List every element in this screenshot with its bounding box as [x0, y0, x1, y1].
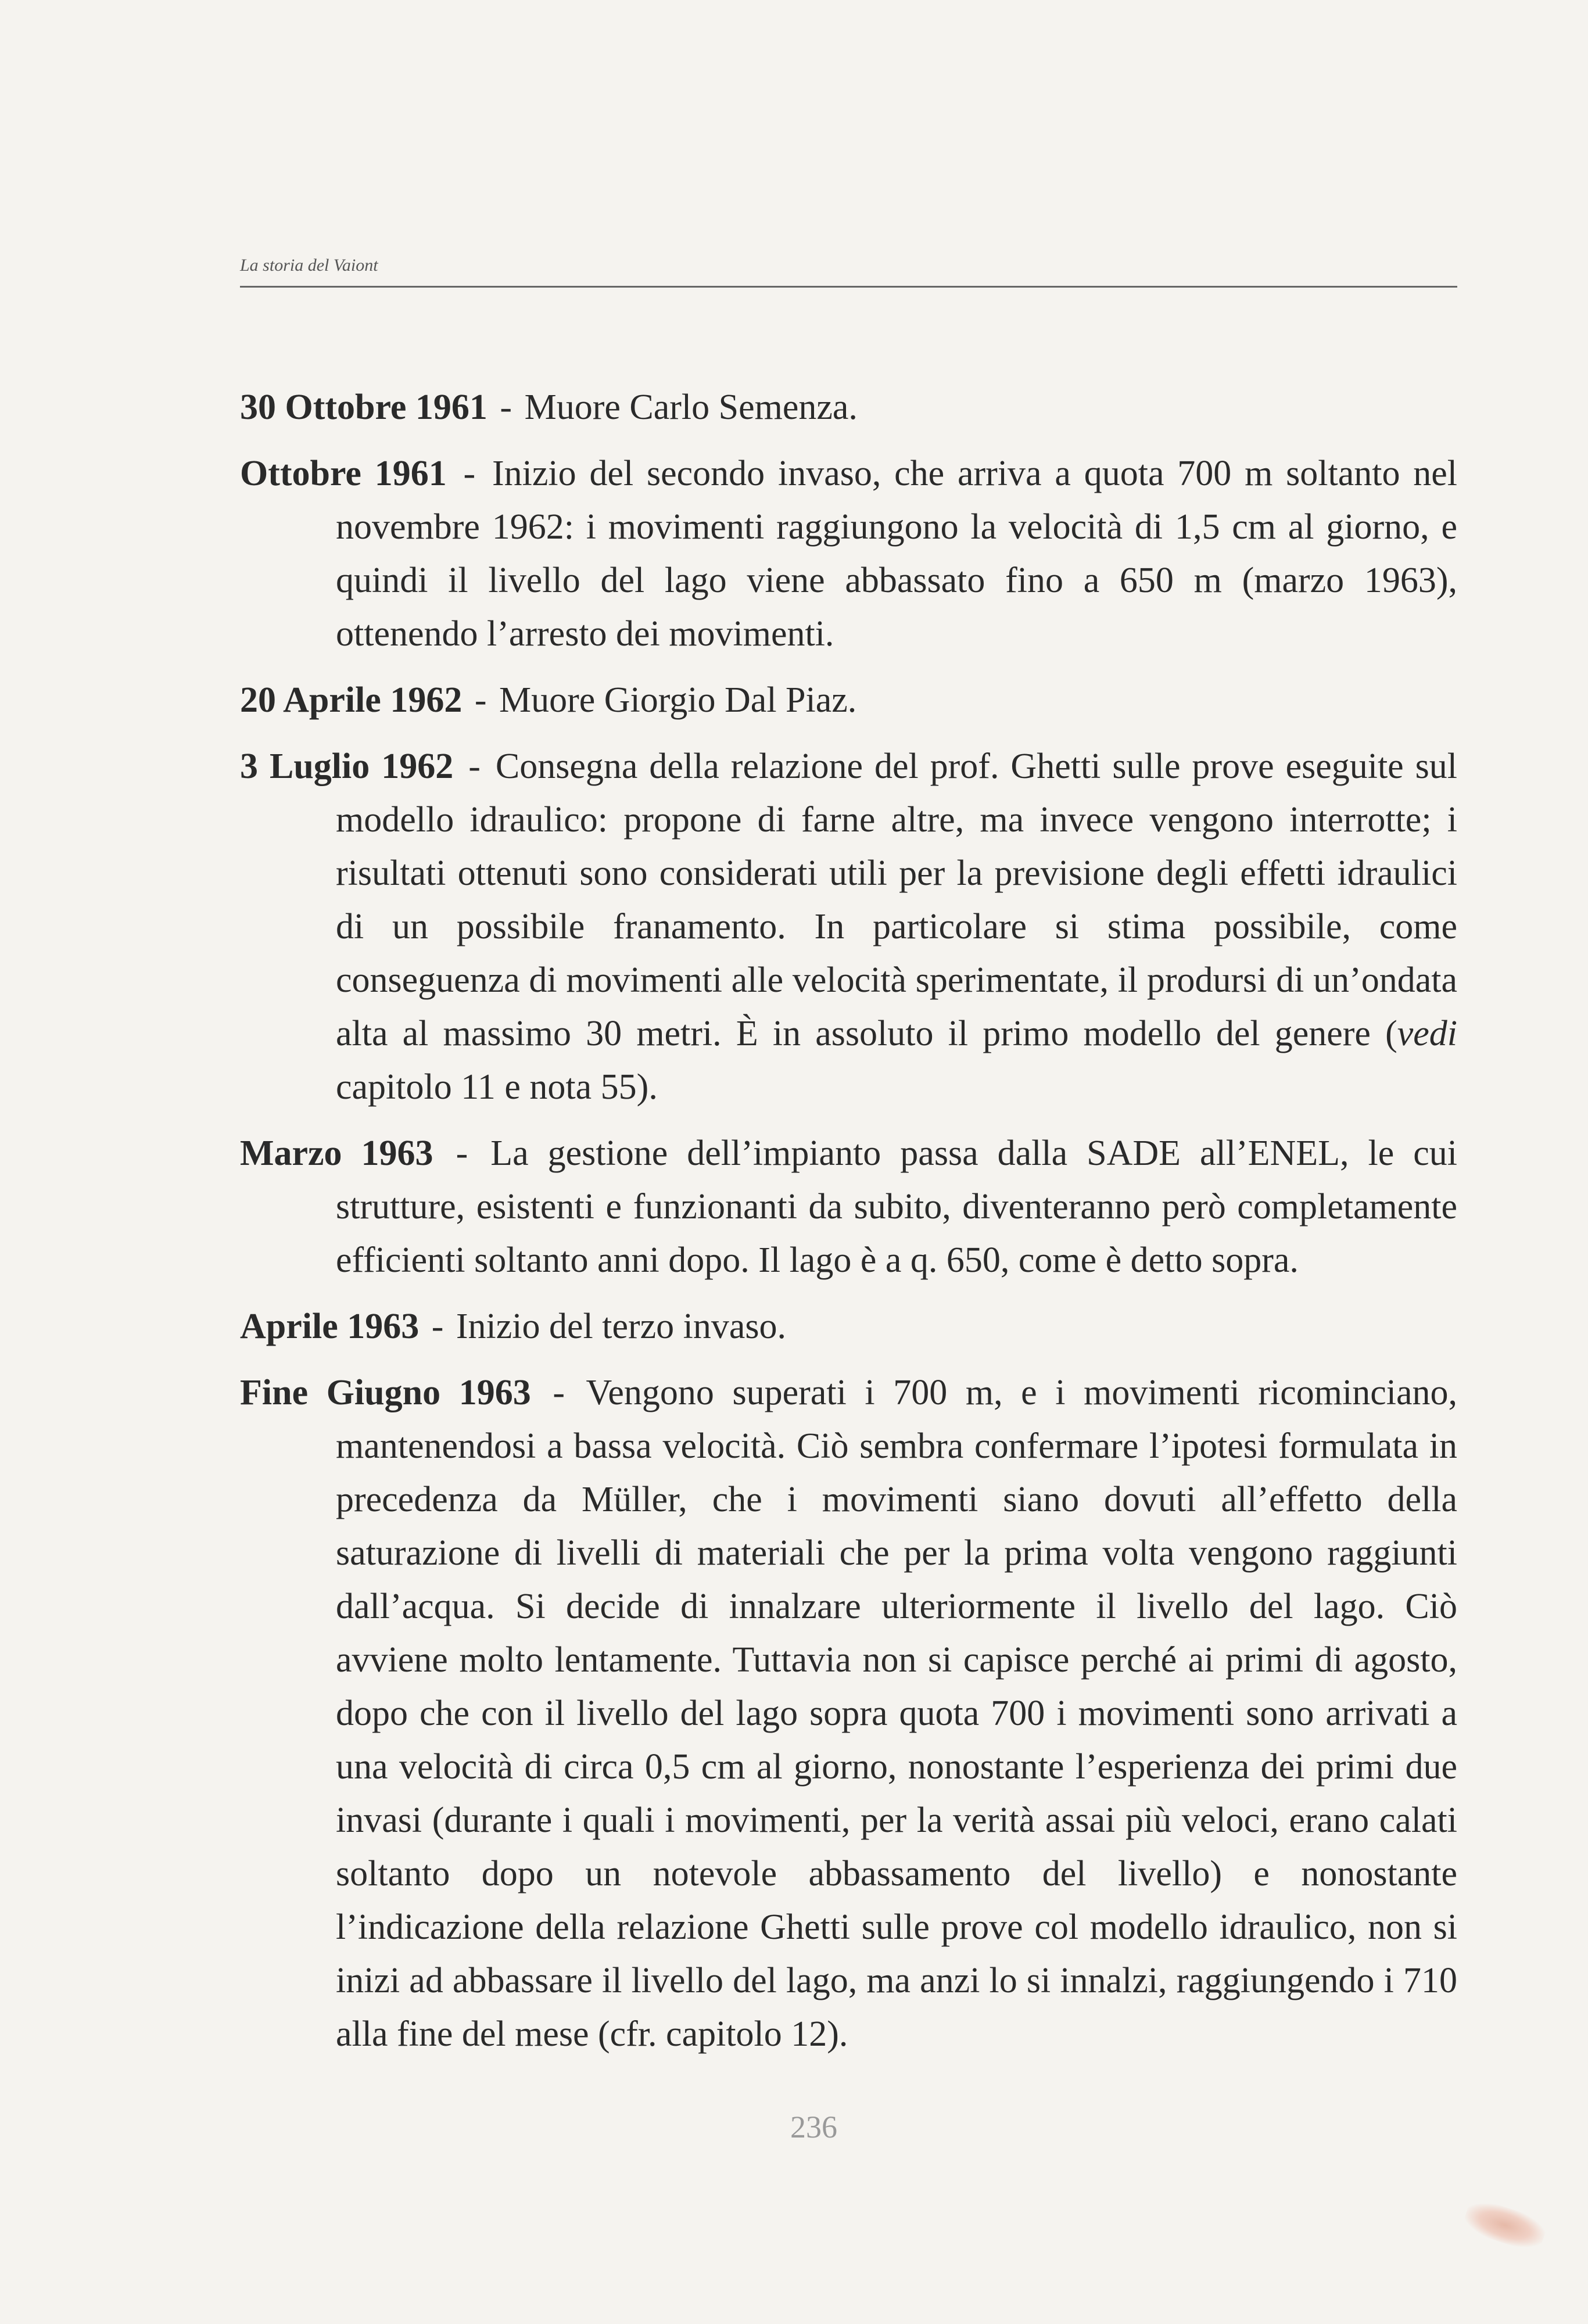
entry-date: 3 Luglio 1962 [240, 747, 454, 786]
entry-date: 30 Ottobre 1961 [240, 388, 487, 427]
entry-date: Marzo 1963 [240, 1134, 433, 1173]
entry-date: Ottobre 1961 [240, 454, 447, 493]
running-head: La storia del Vaiont [240, 256, 378, 275]
chronology-entry [240, 740, 1457, 1114]
chronology-entry [240, 1300, 1457, 1353]
entry-text: Muore Carlo Semenza. [524, 388, 858, 427]
entry-separator: - [474, 680, 487, 720]
entry-text: Consegna della relazione del prof. Ghetti sulle prove eseguite sul modello idraulico: propone di farne altre, ma invece vengono interrotte; i risultati ottenuti sono considerati utili per la previsione degli effetti idraulici di un possibile franamento. In particolare si stima possibile, come conseguenza di movimenti alle velocità sperimentate, il prodursi di un’ondata alta al massimo 30 metri. È in assoluto il primo modello del genere ( [336, 747, 1458, 1053]
chronology-entry [240, 447, 1457, 661]
entry-date: Aprile 1963 [240, 1307, 420, 1346]
page-number: 236 [790, 2110, 837, 2144]
entry-separator: - [456, 1134, 468, 1173]
entry-date: Fine Giugno 1963 [240, 1373, 531, 1412]
entry-separator: - [500, 388, 512, 427]
chronology-body [240, 381, 1457, 2074]
entry-text: Vengono superati i 700 m, e i movimenti ricominciano, mantenendosi a bassa velocità. Ciò sembra confermare l’ipotesi formulata in precedenza da Müller, che i movimenti siano dovuti all’effetto della saturazione di livelli di materiali che per la prima volta vengono raggiunti dall’acqua. Si decide di innalzare ulteriormente il livello del lago. Ciò avviene molto lentamente. Tuttavia non si capisce perché ai primi di agosto, dopo che con il livello del lago sopra quota 700 i movimenti sono arrivati a una velocità di circa 0,5 cm al giorno, nonostante l’esperienza dei primi due invasi (durante i quali i movimenti, per la verità assai più veloci, erano calati soltanto dopo un notevole abbassamento del livello) e nonostante l’indicazione della relazione Ghetti sulle prove col modello idraulico, non si inizi ad abbassare il livello del lago, ma anzi lo si innalzi, raggiungendo i 710 alla fine del mese (cfr. capitolo 12). [336, 1373, 1457, 2054]
header-rule [240, 286, 1457, 288]
entry-italic-text: vedi [1397, 1014, 1457, 1053]
chronology-entry [240, 381, 1457, 434]
entry-text-continued: capitolo 11 e nota 55). [336, 1067, 658, 1107]
entry-separator: - [463, 454, 476, 493]
entry-date: 20 Aprile 1962 [240, 680, 463, 720]
chronology-entry [240, 1366, 1457, 2061]
entry-text: Muore Giorgio Dal Piaz. [499, 680, 857, 720]
paper-stain [1461, 2196, 1549, 2254]
entry-text: Inizio del secondo invaso, che arriva a quota 700 m soltanto nel novembre 1962: i movimenti raggiungono la velocità di 1,5 cm al giorno, e quindi il livello del lago viene abbassato fino a 650 m (marzo 1963), ottenendo l’arresto dei movimenti. [336, 454, 1457, 654]
entry-text: La gestione dell’impianto passa dalla SADE all’ENEL, le cui strutture, esistenti e funzionanti da subito, diventeranno però completamente efficienti soltanto anni dopo. Il lago è a q. 650, come è detto sopra. [336, 1134, 1458, 1280]
chronology-entry [240, 673, 1457, 727]
entry-separator: - [468, 747, 481, 786]
entry-separator: - [553, 1373, 565, 1412]
entry-text: Inizio del terzo invaso. [456, 1307, 787, 1346]
entry-separator: - [431, 1307, 444, 1346]
chronology-entry [240, 1127, 1457, 1287]
